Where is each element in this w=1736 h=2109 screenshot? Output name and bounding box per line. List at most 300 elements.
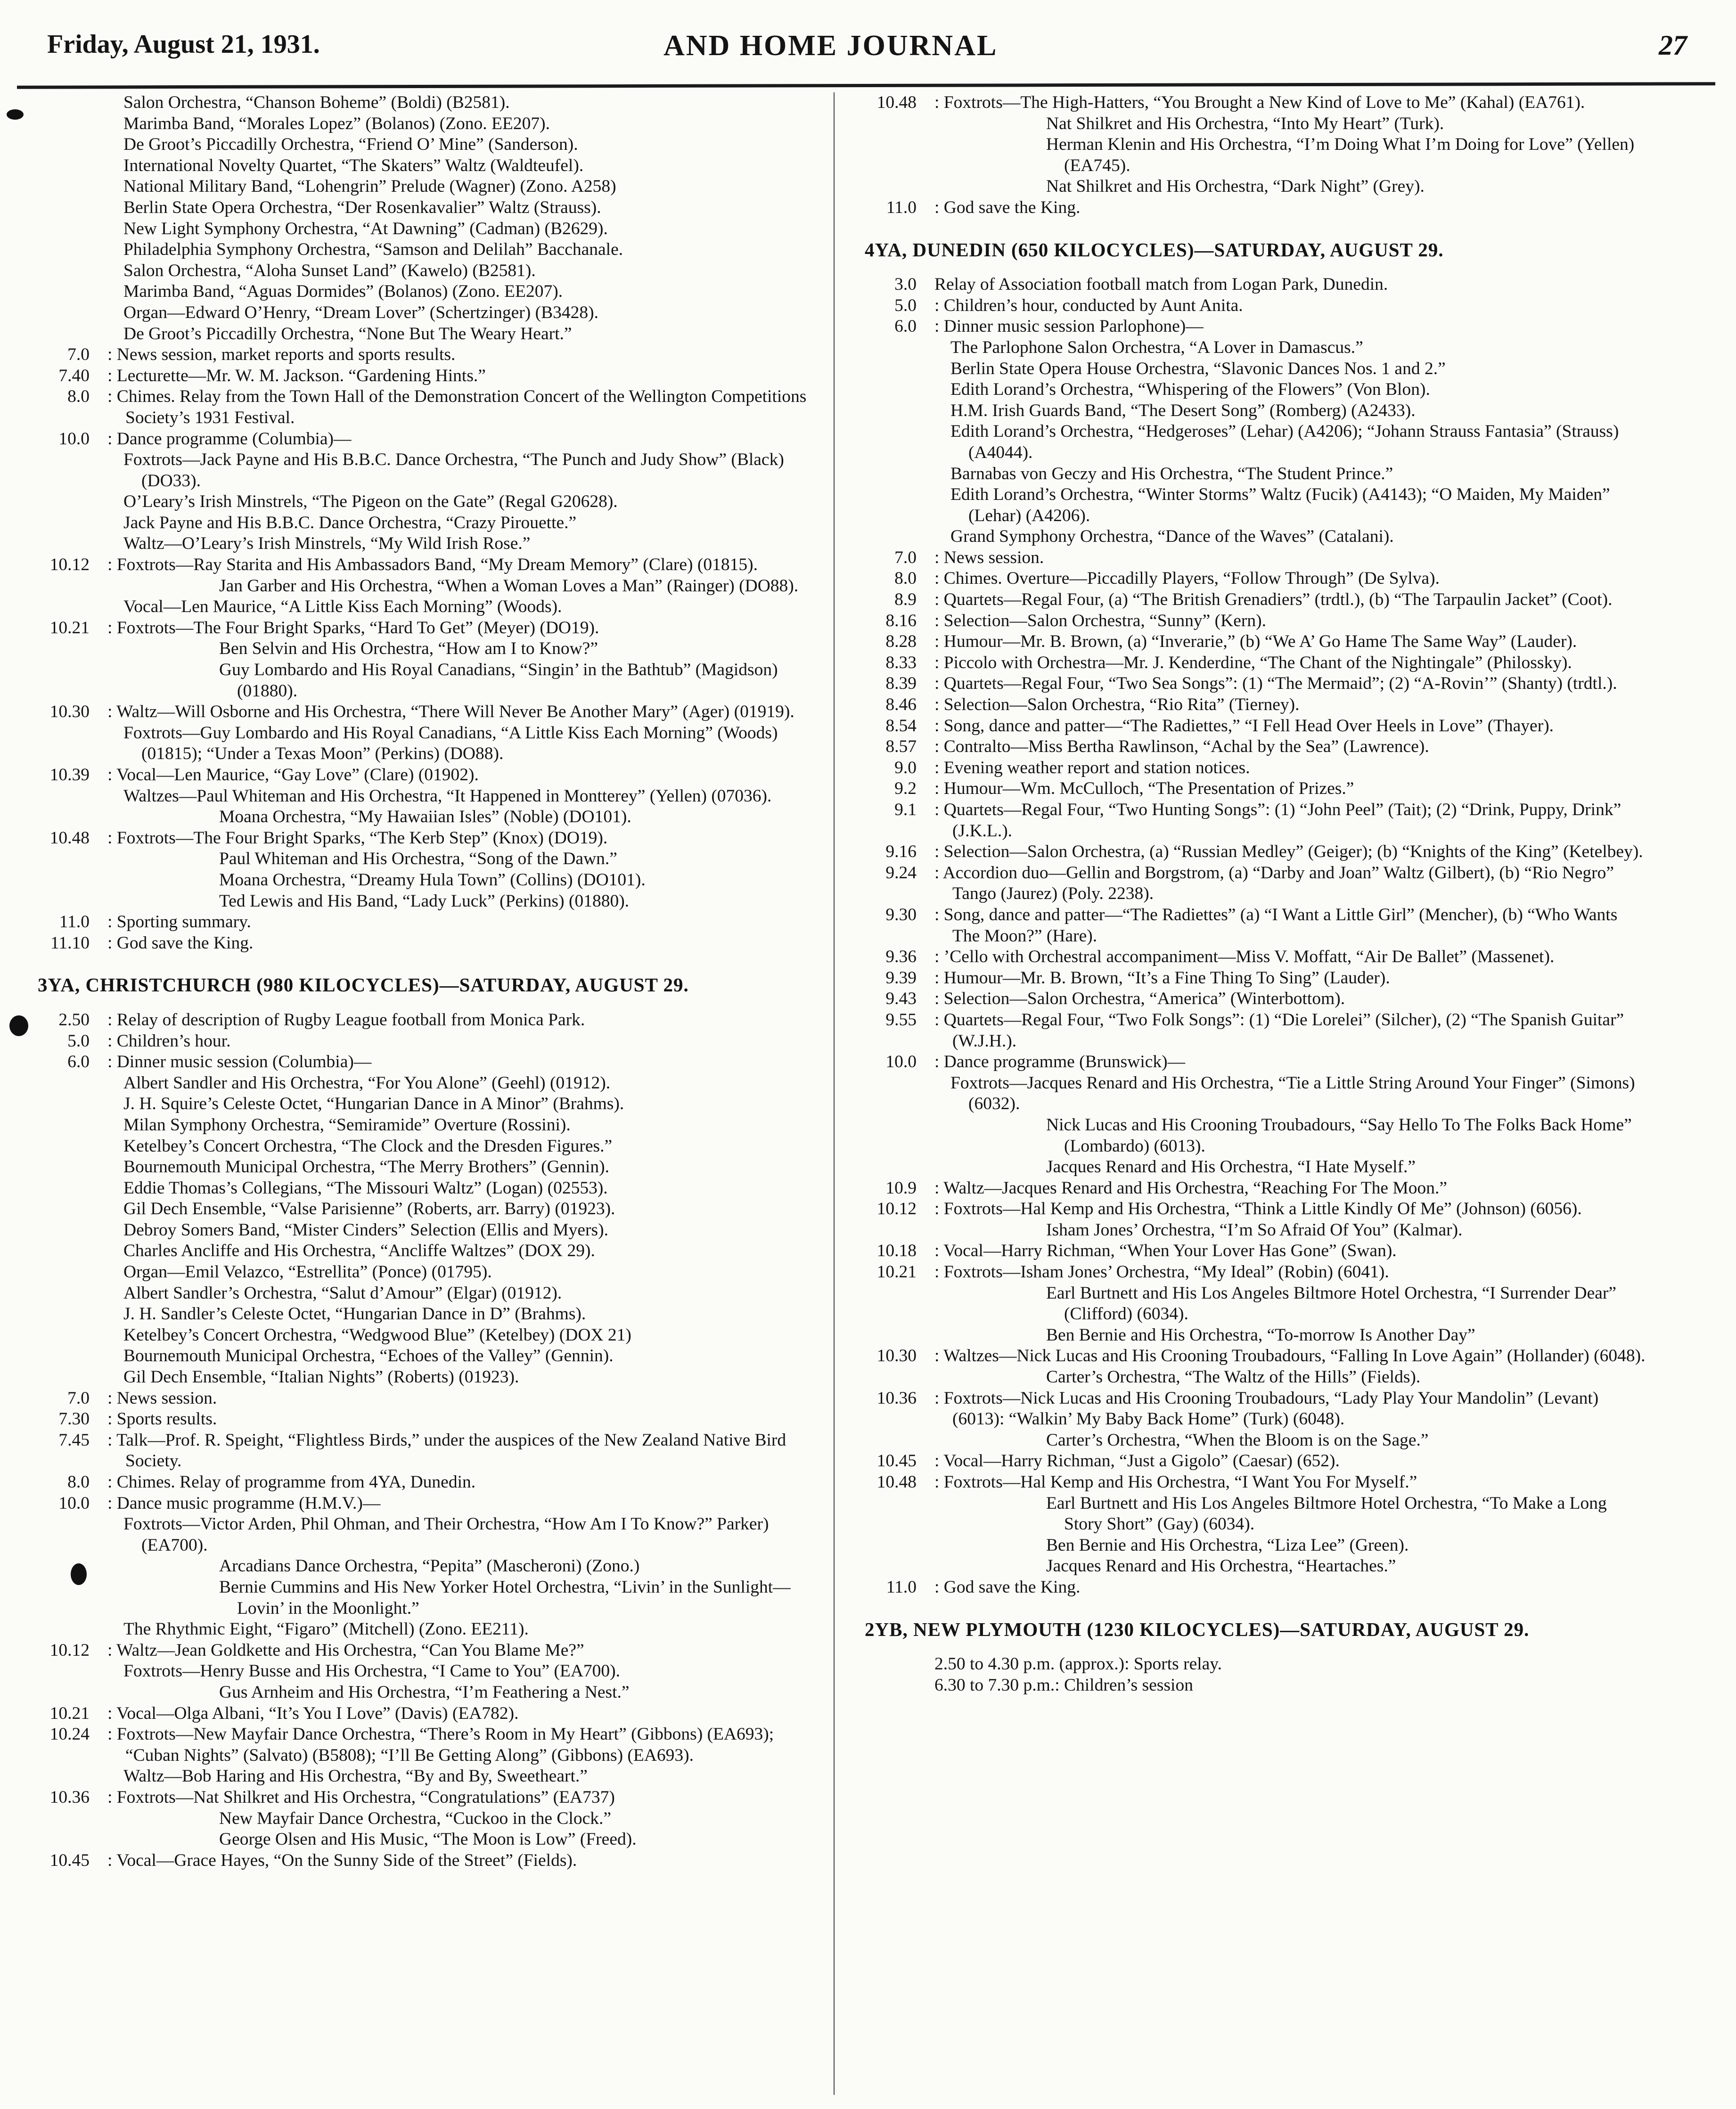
programme-item xyxy=(846,1283,1647,1325)
right-column xyxy=(846,92,1647,2095)
2yb-programme xyxy=(846,1654,1647,1696)
programme-text: : Quartets—Regal Four, (a) “The British Grenadiers” (trdtl.), (b) “The Tarpaulin Jacket” (Coot). xyxy=(934,590,1613,610)
programme-item xyxy=(846,673,1647,695)
programme-text: Herman Klenin and His Orchestra, “I’m Doing What I’m Doing for Love” (Yellen) (EA745). xyxy=(1046,135,1635,175)
programme-item xyxy=(19,1724,822,1766)
programme-item xyxy=(846,114,1647,135)
programme-time: 10.21 xyxy=(876,1262,917,1282)
programme-text: Organ—Emil Velazco, “Estrellita” (Ponce) (01795). xyxy=(123,1262,492,1282)
programme-item xyxy=(846,464,1647,485)
programme-text: Nat Shilkret and His Orchestra, “Dark Night” (Grey). xyxy=(1046,177,1425,196)
programme-time: 7.0 xyxy=(67,345,90,365)
programme-time: 10.9 xyxy=(885,1178,917,1198)
programme-text: : Selection—Salon Orchestra, “Sunny” (Kern). xyxy=(934,611,1266,630)
programme-time: 2.50 xyxy=(58,1010,90,1030)
programme-item xyxy=(846,401,1647,422)
programme-time: 8.46 xyxy=(885,695,917,715)
programme-item xyxy=(846,176,1647,197)
programme-text: Bernie Cummins and His New Yorker Hotel Orchestra, “Livin’ in the Sunlight—Lovin’ in the Moonlight.” xyxy=(219,1577,791,1618)
column-divider xyxy=(834,92,835,2095)
programme-text: : Quartets—Regal Four, “Two Hunting Songs”: (1) “John Peel” (Tait); (2) “Drink, Puppy, Drink” (J.K.L.). xyxy=(934,800,1621,841)
programme-text: Philadelphia Symphony Orchestra, “Samson and Delilah” Bacchanale. xyxy=(123,240,623,260)
programme-text: : Children’s hour. xyxy=(107,1031,231,1051)
left-column xyxy=(19,92,822,2095)
ink-blot xyxy=(7,109,24,120)
programme-text: : Waltz—Jacques Renard and His Orchestra, “Reaching For The Moon.” xyxy=(934,1178,1447,1198)
programme-item xyxy=(19,1199,822,1220)
programme-text: J. H. Squire’s Celeste Octet, “Hungarian Dance in A Minor” (Brahms). xyxy=(123,1094,624,1114)
programme-text: International Novelty Quartet, “The Skaters” Waltz (Waldteufel). xyxy=(123,155,584,175)
programme-item xyxy=(846,92,1647,114)
programme-text: Nat Shilkret and His Orchestra, “Into My Heart” (Turk). xyxy=(1046,114,1444,133)
programme-item xyxy=(19,1136,822,1157)
programme-item xyxy=(846,863,1647,905)
programme-time: 3.0 xyxy=(894,275,917,294)
2ya-programme-continued xyxy=(19,92,822,954)
programme-text: : Sporting summary. xyxy=(107,912,251,932)
programme-text: Gus Arnheim and His Orchestra, “I’m Feathering a Nest.” xyxy=(219,1682,630,1702)
programme-text: The Rhythmic Eight, “Figaro” (Mitchell) (Zono. EE211). xyxy=(123,1619,529,1639)
programme-text: Waltz—Bob Haring and His Orchestra, “By and By, Sweetheart.” xyxy=(123,1766,588,1786)
programme-item xyxy=(19,1808,822,1830)
programme-item xyxy=(846,800,1647,842)
programme-text: George Olsen and His Music, “The Moon is Low” (Freed). xyxy=(219,1830,637,1849)
programme-time: 10.12 xyxy=(876,1199,917,1219)
programme-text: Gil Dech Ensemble, “Italian Nights” (Roberts) (01923). xyxy=(123,1367,519,1387)
programme-item xyxy=(19,1262,822,1283)
programme-text: Nick Lucas and His Crooning Troubadours, “Say Hello To The Folks Back Home” (Lombardo) (6013). xyxy=(1046,1115,1632,1156)
programme-text: Foxtrots—Henry Busse and His Orchestra, “I Came to You” (EA700). xyxy=(123,1661,621,1681)
programme-item xyxy=(19,302,822,324)
programme-item xyxy=(19,155,822,177)
programme-time: 10.21 xyxy=(49,1703,90,1723)
programme-text: : Piccolo with Orchestra—Mr. J. Kenderdine, “The Chant of the Nightingale” (Philossky). xyxy=(934,653,1572,672)
programme-time: 9.1 xyxy=(894,800,917,819)
programme-text: : Accordion duo—Gellin and Borgstrom, (a) “Darby and Joan” Waltz (Gilbert), (b) “Rio Negro” Tango (Jaurez) (Poly. 2238). xyxy=(934,863,1614,904)
programme-text: : Relay of description of Rugby League football from Monica Park. xyxy=(107,1010,585,1030)
programme-text: Salon Orchestra, “Chanson Boheme” (Boldi) (B2581). xyxy=(123,93,510,112)
programme-time: 10.0 xyxy=(885,1052,917,1072)
programme-text: : Dance programme (Columbia)— xyxy=(107,429,352,449)
programme-time: 10.36 xyxy=(49,1787,90,1807)
programme-item xyxy=(846,548,1647,569)
programme-time: 11.10 xyxy=(50,933,90,953)
programme-text: Foxtrots—Victor Arden, Phil Ohman, and Their Orchestra, “How Am I To Know?” Parker) (EA700). xyxy=(123,1514,769,1555)
programme-text: O’Leary’s Irish Minstrels, “The Pigeon on the Gate” (Regal G20628). xyxy=(123,492,618,512)
programme-item xyxy=(19,344,822,366)
programme-item xyxy=(19,1178,822,1199)
programme-item xyxy=(19,219,822,240)
programme-item xyxy=(19,1472,822,1493)
programme-text: : Foxtrots—Nick Lucas and His Crooning Troubadours, “Lady Play Your Mandolin” (Levant) (6013): “Walkin’ My Baby Back Home” (Turk) (6048). xyxy=(934,1388,1599,1429)
programme-item xyxy=(19,1829,822,1850)
programme-item xyxy=(19,828,822,849)
programme-item xyxy=(19,807,822,828)
programme-time: 6.0 xyxy=(67,1052,90,1072)
programme-text: : ’Cello with Orchestral accompaniment—Miss V. Moffatt, “Air De Ballet” (Massenet). xyxy=(934,947,1555,967)
section-heading-4ya: 4YA, DUNEDIN (650 KILOCYCLES)—SATURDAY, AUGUST 29. xyxy=(865,238,1444,261)
programme-text: Ben Bernie and His Orchestra, “To-morrow Is Another Day” xyxy=(1046,1325,1475,1345)
programme-time: 10.12 xyxy=(49,1640,90,1660)
programme-time: 10.48 xyxy=(49,828,90,848)
programme-item xyxy=(19,660,822,702)
programme-item xyxy=(846,842,1647,863)
programme-text: : Dinner music session Parlophone)— xyxy=(934,317,1204,336)
programme-text: Edith Lorand’s Orchestra, “Hedgeroses” (Lehar) (A4206); “Johann Strauss Fantasia” (Strauss) (A4044). xyxy=(950,422,1619,462)
programme-time: 10.0 xyxy=(58,429,90,449)
programme-text: : Dance programme (Brunswick)— xyxy=(934,1052,1186,1072)
programme-time: 9.2 xyxy=(894,779,917,799)
programme-time: 10.39 xyxy=(49,765,90,785)
programme-text: : Vocal—Harry Richman, “When Your Lover Has Gone” (Swan). xyxy=(934,1241,1397,1261)
programme-text: : Children’s hour, conducted by Aunt Anita. xyxy=(934,295,1243,315)
programme-item xyxy=(846,611,1647,632)
programme-time: 8.9 xyxy=(894,590,917,610)
programme-time: 8.33 xyxy=(885,653,917,672)
programme-item xyxy=(846,1367,1647,1388)
programme-time: 8.28 xyxy=(885,632,917,652)
programme-time: 7.40 xyxy=(58,366,90,385)
programme-text: Ketelbey’s Concert Orchestra, “The Clock and the Dresden Figures.” xyxy=(123,1136,613,1156)
programme-item xyxy=(19,1220,822,1241)
programme-item xyxy=(19,1556,822,1577)
programme-text: : Chimes. Overture—Piccadilly Players, “Follow Through” (De Sylva). xyxy=(934,569,1440,589)
programme-text: : Contralto—Miss Bertha Rawlinson, “Achal by the Sea” (Lawrence). xyxy=(934,737,1429,757)
programme-text: : Waltzes—Nick Lucas and His Crooning Troubadours, “Falling In Love Again” (Hollander) (6048). xyxy=(934,1346,1646,1366)
header-date: Friday, August 21, 1931. xyxy=(47,30,320,59)
programme-text: : Dance music programme (H.M.V.)— xyxy=(107,1493,381,1513)
programme-item xyxy=(846,484,1647,526)
programme-item xyxy=(19,513,822,534)
programme-item xyxy=(846,968,1647,989)
3ya-programme xyxy=(19,1010,822,1871)
programme-text: Isham Jones’ Orchestra, “I’m So Afraid Of You” (Kalmar). xyxy=(1046,1220,1463,1240)
programme-item xyxy=(846,1535,1647,1556)
programme-time: 10.45 xyxy=(876,1451,917,1471)
programme-item xyxy=(846,359,1647,380)
programme-text: : News session. xyxy=(934,548,1044,567)
programme-item xyxy=(19,1115,822,1136)
programme-text: Grand Symphony Orchestra, “Dance of the Waves” (Catalani). xyxy=(950,527,1394,547)
programme-item xyxy=(846,1325,1647,1346)
programme-time: 9.39 xyxy=(885,968,917,988)
programme-text: : Lecturette—Mr. W. M. Jackson. “Gardening Hints.” xyxy=(107,366,486,385)
programme-text: Ketelbey’s Concert Orchestra, “Wedgwood Blue” (Ketelbey) (DOX 21) xyxy=(123,1325,631,1345)
programme-item xyxy=(19,723,822,765)
programme-item xyxy=(19,1241,822,1262)
programme-text: : Vocal—Harry Richman, “Just a Gigolo” (Caesar) (652). xyxy=(934,1451,1340,1471)
programme-text: : Vocal—Grace Hayes, “On the Sunny Side of the Street” (Fields). xyxy=(107,1850,577,1870)
programme-text: Ben Selvin and His Orchestra, “How am I to Know?” xyxy=(219,639,598,659)
programme-item xyxy=(19,891,822,912)
programme-time: 11.0 xyxy=(886,1577,917,1597)
programme-item xyxy=(846,716,1647,737)
programme-time: 7.0 xyxy=(894,548,917,567)
programme-item xyxy=(19,1577,822,1619)
programme-item xyxy=(846,695,1647,716)
programme-text: J. H. Sandler’s Celeste Octet, “Hungarian Dance in D” (Brahms). xyxy=(123,1304,586,1324)
programme-text: : Selection—Salon Orchestra, (a) “Russian Medley” (Geiger); (b) “Knights of the King” (Ketelbey). xyxy=(934,842,1643,862)
programme-text: Berlin State Opera House Orchestra, “Slavonic Dances Nos. 1 and 2.” xyxy=(950,359,1446,378)
page-number: 27 xyxy=(1659,30,1687,61)
programme-time: 5.0 xyxy=(894,295,917,315)
programme-item xyxy=(19,1430,822,1472)
programme-time: 8.54 xyxy=(885,716,917,736)
programme-item xyxy=(846,653,1647,674)
programme-text: : God save the King. xyxy=(934,1577,1081,1597)
programme-text: Milan Symphony Orchestra, “Semiramide” Overture (Rossini). xyxy=(123,1115,571,1135)
programme-item xyxy=(19,912,822,933)
programme-text: : Chimes. Relay from the Town Hall of the Demonstration Concert of the Wellington Competitions Society’s 1931 Festival. xyxy=(107,387,807,427)
programme-item xyxy=(19,1682,822,1703)
programme-item xyxy=(19,429,822,450)
programme-text: The Parlophone Salon Orchestra, “A Lover in Damascus.” xyxy=(950,337,1363,357)
programme-text: : Foxtrots—Ray Starita and His Ambassadors Band, “My Dream Memory” (Clare) (01815). xyxy=(107,555,758,575)
3ya-programme-continued xyxy=(846,92,1647,219)
programme-item xyxy=(19,849,822,870)
programme-text: : Selection—Salon Orchestra, “Rio Rita” (Tierney). xyxy=(934,695,1300,715)
programme-text: Ted Lewis and His Band, “Lady Luck” (Perkins) (01880). xyxy=(219,891,630,911)
programme-time: 10.36 xyxy=(876,1388,917,1408)
programme-time: 8.39 xyxy=(885,674,917,694)
programme-item xyxy=(19,702,822,723)
programme-item xyxy=(846,568,1647,589)
programme-item xyxy=(19,786,822,807)
programme-item xyxy=(846,134,1647,176)
programme-text: Gil Dech Ensemble, “Valse Parisienne” (Roberts, arr. Barry) (01923). xyxy=(123,1199,615,1219)
programme-item xyxy=(19,1703,822,1725)
programme-item xyxy=(19,618,822,639)
programme-item xyxy=(846,1577,1647,1598)
programme-text: Salon Orchestra, “Aloha Sunset Land” (Kawelo) (B2581). xyxy=(123,261,536,280)
programme-item xyxy=(19,281,822,302)
programme-item xyxy=(846,1472,1647,1493)
programme-item xyxy=(846,1010,1647,1052)
programme-time: 9.55 xyxy=(885,1010,917,1030)
programme-time: 8.0 xyxy=(67,387,90,407)
programme-time: 9.36 xyxy=(885,947,917,967)
programme-item xyxy=(19,239,822,261)
header-rule xyxy=(17,82,1715,89)
programme-text: De Groot’s Piccadilly Orchestra, “Friend O’ Mine” (Sanderson). xyxy=(123,135,578,155)
programme-item xyxy=(846,1157,1647,1178)
programme-text: : Humour—Mr. B. Brown, “It’s a Fine Thing To Sing” (Lauder). xyxy=(934,968,1390,988)
programme-text: Barnabas von Geczy and His Orchestra, “The Student Prince.” xyxy=(950,464,1393,483)
ink-blot xyxy=(71,1563,87,1585)
programme-text: : God save the King. xyxy=(107,933,254,953)
programme-time: 7.30 xyxy=(58,1409,90,1429)
programme-text: : Foxtrots—The Four Bright Sparks, “Hard To Get” (Meyer) (DO19). xyxy=(107,618,599,638)
programme-item xyxy=(19,1640,822,1661)
programme-item xyxy=(846,589,1647,611)
programme-text: Berlin State Opera Orchestra, “Der Rosenkavalier” Waltz (Strauss). xyxy=(123,197,601,217)
programme-time: 10.12 xyxy=(49,555,90,575)
programme-time: 10.30 xyxy=(876,1346,917,1366)
programme-text: : Humour—Mr. B. Brown, (a) “Inverarie,” (b) “We A’ Go Hame The Same Way” (Lauder). xyxy=(934,632,1577,652)
programme-item xyxy=(846,1073,1647,1115)
programme-item xyxy=(846,1654,1647,1675)
programme-text: : Foxtrots—Hal Kemp and His Orchestra, “I Want You For Myself.” xyxy=(934,1472,1417,1492)
programme-text: 6.30 to 7.30 p.m.: Children’s session xyxy=(934,1675,1193,1695)
programme-text: Jack Payne and His B.B.C. Dance Orchestra, “Crazy Pirouette.” xyxy=(123,513,577,532)
programme-time: 9.16 xyxy=(885,842,917,862)
ink-blot xyxy=(9,1015,28,1036)
programme-text: Charles Ancliffe and His Orchestra, “Ancliffe Waltzes” (DOX 29). xyxy=(123,1241,595,1261)
programme-item xyxy=(19,1325,822,1346)
programme-time: 11.0 xyxy=(886,197,917,217)
programme-time: 9.0 xyxy=(894,758,917,777)
programme-text: : Foxtrots—New Mayfair Dance Orchestra, “There’s Room in My Heart” (Gibbons) (EA693); “Cuban Nights” (Salvato) (B5808); “I’ll Be Getting Along” (Gibbons) (EA693). xyxy=(107,1725,774,1765)
programme-text: : Vocal—Olga Albani, “It’s You I Love” (Davis) (EA782). xyxy=(107,1703,519,1723)
programme-text: New Mayfair Dance Orchestra, “Cuckoo in the Clock.” xyxy=(219,1808,611,1828)
programme-text: Guy Lombardo and His Royal Canadians, “Singin’ in the Bathtub” (Magidson) (01880). xyxy=(219,660,778,701)
programme-item xyxy=(846,295,1647,317)
programme-text: Ben Bernie and His Orchestra, “Liza Lee” (Green). xyxy=(1046,1535,1409,1555)
programme-text: : God save the King. xyxy=(934,197,1081,217)
programme-item xyxy=(846,526,1647,548)
programme-item xyxy=(846,1493,1647,1535)
programme-item xyxy=(846,1241,1647,1262)
programme-item xyxy=(19,1283,822,1304)
programme-item xyxy=(846,1451,1647,1472)
programme-item xyxy=(19,176,822,197)
programme-text: : Evening weather report and station notices. xyxy=(934,758,1250,777)
programme-text: : Quartets—Regal Four, “Two Folk Songs”: (1) “Die Lorelei” (Silcher), (2) “The Spanish Guitar” (W.J.H.). xyxy=(934,1010,1624,1051)
programme-item xyxy=(19,1787,822,1808)
programme-text: H.M. Irish Guards Band, “The Desert Song” (Romberg) (A2433). xyxy=(950,401,1416,420)
programme-text: : Waltz—Jean Goldkette and His Orchestra, “Can You Blame Me?” xyxy=(107,1640,584,1660)
programme-text: : Sports results. xyxy=(107,1409,217,1429)
programme-item xyxy=(846,1199,1647,1220)
header-title: AND HOME JOURNAL xyxy=(663,30,998,62)
programme-item xyxy=(19,261,822,282)
programme-time: 9.30 xyxy=(885,905,917,924)
programme-item xyxy=(19,1346,822,1367)
programme-item xyxy=(846,274,1647,295)
programme-item xyxy=(19,870,822,891)
programme-time: 10.30 xyxy=(49,702,90,722)
4ya-programme xyxy=(846,274,1647,1598)
programme-text: Marimba Band, “Morales Lopez” (Bolanos) (Zono. EE207). xyxy=(123,114,550,133)
programme-item xyxy=(19,765,822,786)
programme-time: 8.0 xyxy=(894,569,917,589)
programme-text: Earl Burtnett and His Los Angeles Biltmore Hotel Orchestra, “I Surrender Dear” (Clifford) (6034). xyxy=(1046,1283,1617,1324)
programme-item xyxy=(846,989,1647,1010)
programme-item xyxy=(846,736,1647,758)
programme-item xyxy=(19,1493,822,1514)
programme-item xyxy=(19,491,822,513)
programme-item xyxy=(846,337,1647,359)
programme-text: Eddie Thomas’s Collegians, “The Missouri Waltz” (Logan) (02553). xyxy=(123,1178,608,1198)
programme-item xyxy=(19,324,822,345)
programme-item xyxy=(846,197,1647,219)
programme-time: 10.18 xyxy=(876,1241,917,1261)
programme-text: Relay of Association football match from Logan Park, Dunedin. xyxy=(934,275,1388,294)
programme-item xyxy=(846,947,1647,968)
section-heading-2yb: 2YB, NEW PLYMOUTH (1230 KILOCYCLES)—SATURDAY, AUGUST 29. xyxy=(865,1618,1530,1640)
programme-time: 9.43 xyxy=(885,989,917,1009)
programme-text: : Foxtrots—Hal Kemp and His Orchestra, “Think a Little Kindly Of Me” (Johnson) (6056). xyxy=(934,1199,1582,1219)
programme-item xyxy=(846,1178,1647,1199)
programme-item xyxy=(846,1262,1647,1283)
programme-text: New Light Symphony Orchestra, “At Dawning” (Cadman) (B2629). xyxy=(123,219,608,238)
programme-text: Bournemouth Municipal Orchestra, “The Merry Brothers” (Gennin). xyxy=(123,1157,609,1177)
programme-item xyxy=(846,905,1647,947)
programme-item xyxy=(19,1304,822,1325)
programme-text: Arcadians Dance Orchestra, “Pepita” (Mascheroni) (Zono.) xyxy=(219,1556,640,1576)
programme-time: 5.0 xyxy=(67,1031,90,1051)
programme-text: Organ—Edward O’Henry, “Dream Lover” (Schertzinger) (B3428). xyxy=(123,302,598,322)
programme-time: 7.0 xyxy=(67,1388,90,1408)
programme-time: 7.45 xyxy=(58,1430,90,1450)
programme-item xyxy=(19,114,822,135)
programme-time: 10.45 xyxy=(49,1850,90,1870)
programme-time: 8.16 xyxy=(885,611,917,630)
programme-item xyxy=(19,1409,822,1430)
programme-text: : Foxtrots—Isham Jones’ Orchestra, “My Ideal” (Robin) (6041). xyxy=(934,1262,1389,1282)
programme-item xyxy=(846,316,1647,337)
programme-item xyxy=(19,1157,822,1178)
programme-item xyxy=(19,1661,822,1682)
programme-time: 10.24 xyxy=(49,1725,90,1744)
programme-item xyxy=(19,1388,822,1409)
programme-item xyxy=(19,1010,822,1031)
programme-time: 10.0 xyxy=(58,1493,90,1513)
programme-item xyxy=(846,1556,1647,1577)
programme-item xyxy=(19,1052,822,1073)
programme-text: : Foxtrots—The Four Bright Sparks, “The Kerb Step” (Knox) (DO19). xyxy=(107,828,608,848)
programme-text: : Selection—Salon Orchestra, “America” (Winterbottom). xyxy=(934,989,1345,1009)
programme-text: : Foxtrots—The High-Hatters, “You Brought a New Kind of Love to Me” (Kahal) (EA761). xyxy=(934,93,1585,112)
programme-item xyxy=(19,597,822,618)
programme-text: Foxtrots—Jacques Renard and His Orchestra, “Tie a Little String Around Your Finger” (Simons) (6032). xyxy=(950,1073,1635,1114)
programme-text: Jacques Renard and His Orchestra, “Heartaches.” xyxy=(1046,1556,1396,1576)
programme-text: Waltzes—Paul Whiteman and His Orchestra, “It Happened in Montterey” (Yellen) (07036). xyxy=(123,786,772,806)
programme-item xyxy=(846,1346,1647,1367)
programme-time: 6.0 xyxy=(894,317,917,336)
programme-text: Albert Sandler’s Orchestra, “Salut d’Amour” (Elgar) (01912). xyxy=(123,1283,562,1303)
programme-item xyxy=(19,576,822,597)
programme-text: De Groot’s Piccadilly Orchestra, “None But The Weary Heart.” xyxy=(123,324,572,343)
programme-item xyxy=(846,1388,1647,1430)
programme-text: Moana Orchestra, “Dreamy Hula Town” (Collins) (DO101). xyxy=(219,870,646,890)
programme-text: : Humour—Wm. McCulloch, “The Presentation of Prizes.” xyxy=(934,779,1354,799)
programme-time: 10.21 xyxy=(49,618,90,638)
programme-item xyxy=(846,631,1647,653)
programme-item xyxy=(19,1619,822,1640)
programme-time: 8.0 xyxy=(67,1472,90,1492)
programme-item xyxy=(19,533,822,555)
programme-text: Debroy Somers Band, “Mister Cinders” Selection (Ellis and Myers). xyxy=(123,1220,608,1240)
programme-text: Edith Lorand’s Orchestra, “Winter Storms” Waltz (Fucik) (A4143); “O Maiden, My Maiden” (Lehar) (A4206). xyxy=(950,485,1610,525)
programme-item xyxy=(19,1031,822,1052)
programme-time: 9.24 xyxy=(885,863,917,883)
programme-text: : Song, dance and patter—“The Radiettes,” “I Fell Head Over Heels in Love” (Thayer). xyxy=(934,716,1554,736)
programme-text: : Dinner music session (Columbia)— xyxy=(107,1052,372,1072)
programme-text: Jacques Renard and His Orchestra, “I Hate Myself.” xyxy=(1046,1157,1416,1177)
programme-text: Vocal—Len Maurice, “A Little Kiss Each Morning” (Woods). xyxy=(123,597,562,617)
programme-text: Bournemouth Municipal Orchestra, “Echoes of the Valley” (Gennin). xyxy=(123,1346,614,1366)
programme-item xyxy=(846,421,1647,463)
programme-text: : Foxtrots—Nat Shilkret and His Orchestra, “Congratulations” (EA737) xyxy=(107,1787,615,1807)
programme-time: 11.0 xyxy=(59,912,90,932)
programme-item xyxy=(19,1094,822,1115)
programme-item xyxy=(19,555,822,576)
programme-time: 8.57 xyxy=(885,737,917,757)
programme-item xyxy=(19,1850,822,1872)
programme-item xyxy=(19,450,822,491)
programme-item xyxy=(846,758,1647,779)
